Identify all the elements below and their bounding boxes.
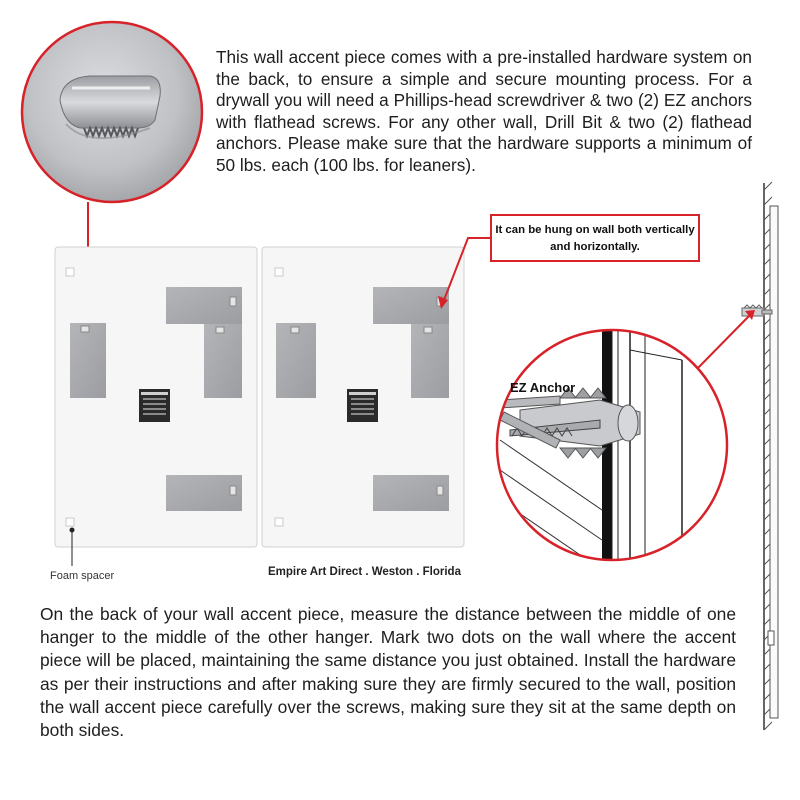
brand-caption: Empire Art Direct . Weston . Florida xyxy=(268,566,461,578)
hanger-closeup-circle xyxy=(22,22,202,202)
ez-anchor-label: EZ Anchor xyxy=(510,380,576,395)
zoom-pointer-arrow xyxy=(694,310,755,372)
wall-side-profile xyxy=(742,182,778,730)
panel-horizontal-back xyxy=(262,247,464,547)
instructions-paragraph: On the back of your wall accent piece, measure the distance between the middle of one hanger to the middle of the other hanger. Mark two dots on the wall where the accent piece will be placed, maintaining the same distance you just obtained. Install the hardware as per their instructions and after making sure they are firmly secured to the wall, position the wall accent piece carefully over the screws, making sure they sit at the same depth on both sides. xyxy=(40,604,736,741)
orientation-callout: It can be hung on wall both vertically and horizontally. xyxy=(490,214,700,262)
ez-anchor-closeup-circle xyxy=(497,320,727,570)
intro-paragraph: This wall accent piece comes with a pre-installed hardware system on the back, to ensure a simple and secure mounting process. For a drywall you will need a Phillips-head screwdriver & two (2) EZ anchors with flathead screws. For any other wall, Drill Bit & two (2) flathead anchors. Please make sure that the hardware supports a minimum of 50 lbs. each (100 lbs. for leaners). xyxy=(216,47,752,175)
panel-vertical-back xyxy=(55,247,257,547)
foam-spacer-label: Foam spacer xyxy=(50,570,115,582)
